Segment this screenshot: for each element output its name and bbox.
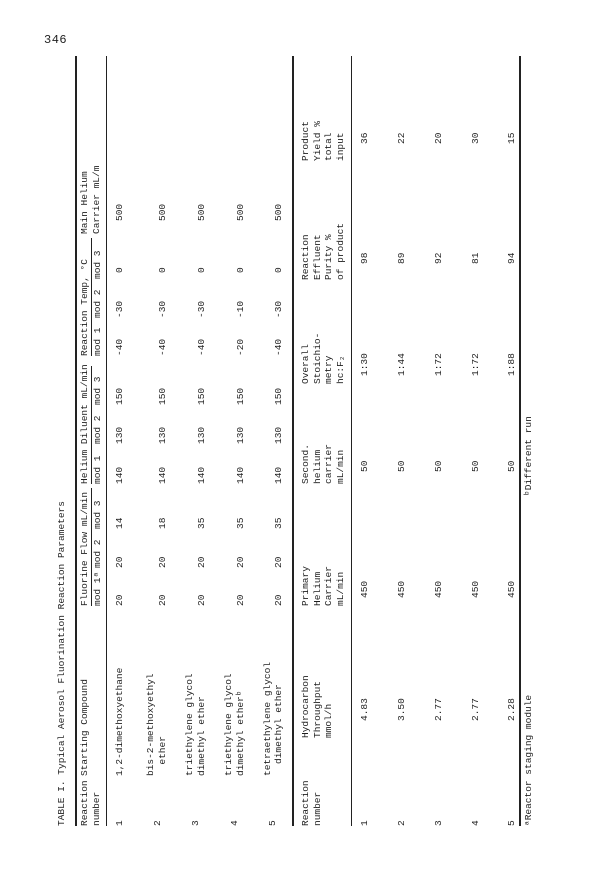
helium-mod2-value: 130 — [157, 426, 168, 444]
row-number: 5 — [267, 820, 278, 826]
row-number: 3 — [190, 820, 201, 826]
fluorine-mod3-value: 14 — [114, 517, 125, 529]
primary-value: 450 — [433, 580, 444, 598]
temp-mod1-value: -40 — [196, 338, 207, 356]
helium-mod2-value: 130 — [235, 426, 246, 444]
second-value: 50 — [359, 460, 370, 472]
temp-mod2-value: -10 — [235, 300, 246, 318]
fluorine-mod1-value: 20 — [196, 594, 207, 606]
top-header-helium: Helium Diluent mL/min — [79, 364, 90, 484]
temp-mod1-value: -40 — [273, 338, 284, 356]
hydrocarbon-value: 2.28 — [506, 698, 517, 721]
fluorine-mod3-value: 35 — [196, 517, 207, 529]
fluorine-mod1: mod 1ᵃ — [92, 571, 103, 606]
primary-value: 450 — [359, 580, 370, 598]
fluorine-mod2-value: 20 — [114, 556, 125, 568]
helium-mod3-value: 150 — [114, 387, 125, 405]
main-helium-value: 500 — [196, 203, 207, 221]
row-number: 4 — [470, 820, 481, 826]
helium-mod1-value: 140 — [114, 466, 125, 484]
footnote-a: ᵃReactor staging module — [523, 694, 534, 826]
main-helium-value: 500 — [273, 203, 284, 221]
second-value: 50 — [470, 460, 481, 472]
main-helium-value: 500 — [235, 203, 246, 221]
yield-value: 36 — [359, 132, 370, 144]
helium-mod2-value: 130 — [196, 426, 207, 444]
temp-mod2-value: -30 — [196, 300, 207, 318]
bottom-header-rule — [351, 56, 352, 826]
temp-mod2-value: -30 — [157, 300, 168, 318]
top-header-temp: Reaction Temp, °C — [79, 259, 90, 356]
top-header-reaction: Reaction number — [79, 780, 102, 826]
yield-value: 15 — [506, 132, 517, 144]
top-header-rule — [106, 56, 107, 826]
temp-mod3-value: 0 — [235, 267, 246, 273]
table-title: TABLE I. Typical Aerosol Fluorination Reaction Parameters — [56, 501, 67, 826]
hydrocarbon-value: 2.77 — [470, 698, 481, 721]
fluorine-mod1-value: 20 — [157, 594, 168, 606]
helium-mod2-value: 130 — [114, 426, 125, 444]
helium-mod2: mod 2 — [92, 415, 103, 444]
temp-mod2: mod 2 — [92, 289, 103, 318]
row-number: 2 — [152, 820, 163, 826]
yield-value: 20 — [433, 132, 444, 144]
row-number: 5 — [506, 820, 517, 826]
temp-mod3-value: 0 — [157, 267, 168, 273]
row-number: 1 — [114, 820, 125, 826]
bottom-header-yield: Product Yield % total input — [300, 121, 346, 161]
compound-name: bis-2-methoxyethyl — [145, 673, 156, 776]
top-header-main-helium: Main Helium Carrier mL/m — [79, 165, 102, 234]
primary-value: 450 — [470, 580, 481, 598]
compound-name-line2: dimethyl ether — [273, 684, 284, 764]
row-number: 1 — [359, 820, 370, 826]
main-helium-value: 500 — [157, 203, 168, 221]
helium-mod3-value: 150 — [157, 387, 168, 405]
fluorine-mod3-value: 18 — [157, 517, 168, 529]
helium-mod3-value: 150 — [196, 387, 207, 405]
helium-mod1-value: 140 — [157, 466, 168, 484]
second-value: 50 — [506, 460, 517, 472]
purity-value: 94 — [506, 252, 517, 264]
row-number: 3 — [433, 820, 444, 826]
fluorine-mod2-value: 20 — [273, 556, 284, 568]
row-number: 2 — [396, 820, 407, 826]
temp-mod2-value: -30 — [114, 300, 125, 318]
compound-name: 1,2-dimethoxyethane — [114, 667, 125, 776]
primary-value: 450 — [396, 580, 407, 598]
main-helium-value: 500 — [114, 203, 125, 221]
helium-mod1-value: 140 — [273, 466, 284, 484]
stoich-value: 1:72 — [470, 353, 481, 376]
top-header-compound: Starting Compound — [79, 679, 90, 776]
page-number: 346 — [44, 33, 68, 47]
fluorine-mod1-value: 20 — [235, 594, 246, 606]
temp-mod3-value: 0 — [114, 267, 125, 273]
compound-name: tetraethylene glycol — [262, 661, 273, 776]
second-value: 50 — [433, 460, 444, 472]
bottom-rule — [519, 56, 521, 826]
helium-mod3: mod 3 — [92, 376, 103, 405]
temp-mod1-value: -40 — [114, 338, 125, 356]
helium-mod3-value: 150 — [273, 387, 284, 405]
middle-rule — [292, 56, 294, 826]
fluorine-mod3: mod 3 — [92, 500, 103, 529]
purity-value: 89 — [396, 252, 407, 264]
helium-mod1-value: 140 — [235, 466, 246, 484]
compound-name: triethylene glycol — [223, 673, 234, 776]
purity-value: 81 — [470, 252, 481, 264]
fluorine-mod1-value: 20 — [114, 594, 125, 606]
fluorine-mod2: mod 2 — [92, 539, 103, 568]
bottom-header-second: Second. helium carrier mL/min — [300, 444, 346, 484]
hydrocarbon-value: 2.77 — [433, 698, 444, 721]
fluorine-mod3-value: 35 — [235, 517, 246, 529]
compound-name: triethylene glycol — [184, 673, 195, 776]
temp-mod3: mod 3 — [92, 250, 103, 279]
temp-mod2-value: -30 — [273, 300, 284, 318]
hydrocarbon-value: 3.50 — [396, 698, 407, 721]
compound-name-line2: ether — [157, 736, 168, 776]
fluorine-mod3-value: 35 — [273, 517, 284, 529]
footnote-b: ᵇDifferent run — [523, 416, 534, 496]
temp-mod1: mod 1 — [92, 327, 103, 356]
helium-mod2-value: 130 — [273, 426, 284, 444]
stoich-value: 1:72 — [433, 353, 444, 376]
hydrocarbon-value: 4.83 — [359, 698, 370, 721]
second-value: 50 — [396, 460, 407, 472]
stoich-value: 1:44 — [396, 353, 407, 376]
compound-name-line2: dimethyl ether — [196, 696, 207, 776]
temp-mod1-value: -40 — [157, 338, 168, 356]
temp-mod3-value: 0 — [196, 267, 207, 273]
row-number: 4 — [229, 820, 240, 826]
temp-mod1-value: -20 — [235, 338, 246, 356]
stoich-value: 1:88 — [506, 353, 517, 376]
fluorine-mod2-value: 20 — [196, 556, 207, 568]
top-header-fluorine: Fluorine Flow mL/min — [79, 491, 90, 606]
purity-value: 92 — [433, 252, 444, 264]
fluorine-mod2-value: 20 — [235, 556, 246, 568]
primary-value: 450 — [506, 580, 517, 598]
fluorine-mod2-value: 20 — [157, 556, 168, 568]
helium-mod1-value: 140 — [196, 466, 207, 484]
helium-mod1: mod 1 — [92, 455, 103, 484]
rotated-table — [56, 56, 536, 826]
temp-mod3-value: 0 — [273, 267, 284, 273]
bottom-header-hydrocarbon: Hydrocarbon Throughput mmol/h — [300, 675, 334, 738]
bottom-header-purity: Reaction Effluent Purity % of product — [300, 222, 346, 280]
bottom-header-reaction: Reaction number — [300, 780, 323, 826]
stoich-value: 1:30 — [359, 353, 370, 376]
yield-value: 30 — [470, 132, 481, 144]
top-rule — [75, 56, 77, 826]
yield-value: 22 — [396, 132, 407, 144]
bottom-header-primary: Primary Helium Carrier mL/min — [300, 566, 346, 606]
compound-name-line2: dimethyl etherᵇ — [235, 690, 246, 776]
helium-mod3-value: 150 — [235, 387, 246, 405]
purity-value: 98 — [359, 252, 370, 264]
fluorine-mod1-value: 20 — [273, 594, 284, 606]
bottom-header-stoich: Overall Stoichio- metry hc:F₂ — [300, 332, 346, 384]
